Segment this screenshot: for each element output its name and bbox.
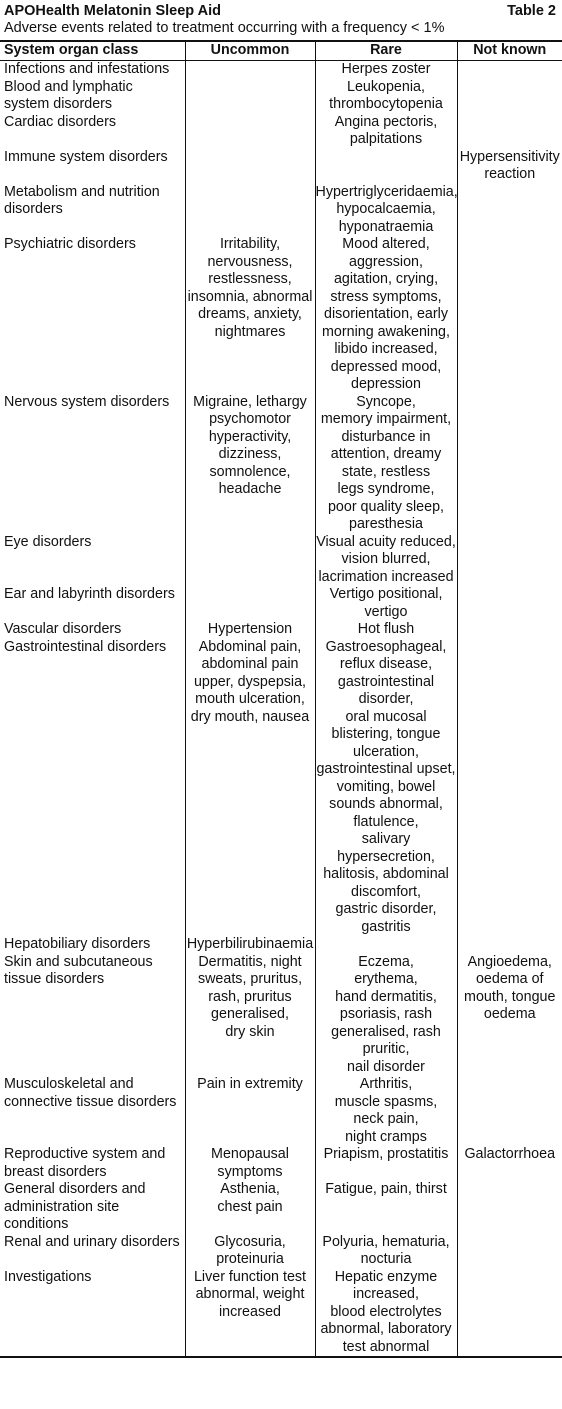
not-known-cell [457,639,562,937]
cell-line: Immune system disorders [4,148,168,165]
cell-line: chest pain [217,1198,283,1215]
cell-line: somnolence, [209,463,291,480]
not-known-cell [457,1181,562,1234]
organ-class-cell [0,1181,185,1234]
not-known-cell [457,114,562,149]
table-row [0,586,562,621]
cell-line: Angioedema, [467,953,552,970]
not-known-cell [457,586,562,621]
cell-line: halitosis, abdominal [323,866,449,882]
cell-line: abnormal, laboratory [320,1321,452,1337]
cell-line: Priapism, prostatitis [323,1146,449,1162]
cell-line: paresthesia [349,516,423,532]
uncommon-cell [185,954,315,1077]
document-title: APOHealth Melatonin Sleep Aid [4,3,221,19]
table-row [0,1146,562,1181]
cell-line: Ear and labyrinth disorders [4,586,175,602]
organ-class-cell [0,236,185,394]
cell-line: Mood altered, [342,236,430,252]
cell-line: mouth ulceration, [195,691,305,707]
cell-line: Gastroesophageal, [325,638,447,655]
organ-class-cell [0,149,185,184]
uncommon-cell [185,639,315,937]
cell-line: headache [218,481,282,497]
table-row [0,79,562,114]
cell-line: system disorders [4,96,113,112]
not-known-cell [457,149,562,184]
cell-line: oral mucosal [345,708,427,725]
column-header-uncommon: Uncommon [185,42,315,61]
cell-line: lacrimation increased [318,568,454,585]
not-known-cell [457,184,562,237]
rare-cell [315,61,457,79]
table-row [0,639,562,937]
cell-line: salivary [361,831,411,847]
rare-cell [315,149,457,184]
cell-line: neck pain, [353,1111,419,1127]
not-known-cell [457,534,562,587]
cell-line: sounds abnormal, [329,796,443,812]
rare-cell [315,1146,457,1181]
table-row [0,1234,562,1269]
cell-line: poor quality sleep, [327,498,445,515]
cell-line: Psychiatric disorders [4,236,136,252]
cell-line: ulceration, [353,743,419,760]
cell-line: General disorders and [4,1181,146,1197]
cell-line: Visual acuity reduced, [316,533,456,550]
cell-line: vision blurred, [341,551,431,567]
cell-line: Gastrointestinal disorders [4,638,167,655]
organ-class-cell [0,1234,185,1269]
cell-line: Arthritis, [359,1076,413,1092]
uncommon-cell [185,114,315,149]
cell-line: oedema of [475,971,544,987]
cell-line: gastric disorder, [335,901,437,917]
not-known-cell [457,236,562,394]
cell-line: tissue disorders [4,971,105,987]
cell-line: Musculoskeletal and [4,1076,134,1092]
cell-line: hyperactivity, [208,428,292,445]
organ-class-cell [0,394,185,534]
table-row [0,184,562,237]
cell-line: Investigations [4,1268,92,1285]
rare-cell [315,1234,457,1269]
cell-line: memory impairment, [320,411,452,427]
cell-line: insomnia, abnormal [187,288,313,305]
cell-line: agitation, crying, [333,271,439,287]
organ-class-cell [0,954,185,1077]
cell-line: restlessness, [208,271,292,287]
uncommon-cell [185,1146,315,1181]
cell-line: increased, [353,1286,419,1302]
cell-line: dizziness, [218,446,282,462]
cell-line: Migraine, lethargy [193,393,307,410]
cell-line: discomfort, [351,883,421,900]
cell-line: Angina pectoris, [334,113,438,130]
rare-cell [315,534,457,587]
cell-line: Nervous system disorders [4,393,170,410]
not-known-cell [457,394,562,534]
cell-line: Infections and infestations [4,61,170,77]
uncommon-cell [185,1269,315,1358]
not-known-cell [457,1269,562,1358]
cell-line: Hypertriglyceridaemia, [315,183,458,200]
cell-line: abdominal pain [201,656,299,672]
uncommon-cell [185,236,315,394]
uncommon-cell [185,1234,315,1269]
table-row [0,394,562,534]
table-row [0,1269,562,1358]
cell-line: Herpes zoster [341,61,431,77]
cell-line: vertigo [364,603,408,620]
rare-cell [315,114,457,149]
table-row [0,149,562,184]
table-body [0,61,562,1358]
cell-line: psychomotor [209,411,291,427]
cell-line: increased [219,1303,281,1320]
cell-line: Metabolism and nutrition [4,183,160,200]
cell-line: rash, pruritus [208,988,292,1005]
not-known-cell [457,1146,562,1181]
cell-line: blistering, tongue [331,726,441,742]
cell-line: morning awakening, [322,323,450,340]
cell-line: oedema [483,1006,536,1022]
organ-class-cell [0,586,185,621]
cell-line: disorientation, early [324,306,448,322]
rare-cell [315,936,457,954]
organ-class-cell [0,621,185,639]
not-known-cell [457,954,562,1077]
cell-line: Vertigo positional, [329,586,443,602]
uncommon-cell [185,1076,315,1146]
cell-line: Menopausal [211,1146,289,1162]
cell-line: Renal and urinary disorders [4,1233,180,1250]
uncommon-cell [185,394,315,534]
rare-cell [315,621,457,639]
cell-line: Cardiac disorders [4,113,117,130]
table-row [0,621,562,639]
adverse-events-table [0,42,562,1358]
uncommon-cell [185,1181,315,1234]
uncommon-cell [185,79,315,114]
not-known-cell [457,79,562,114]
table-row [0,936,562,954]
cell-line: disorders [4,201,63,217]
cell-line: test abnormal [342,1338,430,1355]
cell-line: upper, dyspepsia, [193,673,307,690]
cell-line: nail disorder [347,1058,425,1075]
organ-class-cell [0,1076,185,1146]
column-header-not-known: Not known [457,42,562,61]
cell-line: reaction [484,166,536,182]
cell-line: depression [351,376,421,392]
rare-cell [315,586,457,621]
not-known-cell [457,1076,562,1146]
rare-cell [315,954,457,1077]
cell-line: Eye disorders [4,533,92,550]
cell-line: libido increased, [334,341,438,357]
cell-line: Leukopenia, [347,78,425,95]
uncommon-cell [185,61,315,79]
cell-line: gastrointestinal [337,673,435,690]
cell-line: dry mouth, nausea [190,708,310,725]
cell-line: muscle spasms, [334,1093,438,1110]
cell-line: flatulence, [353,813,419,830]
cell-line: mouth, tongue [464,988,556,1005]
cell-line: blood electrolytes [330,1303,442,1320]
title-row [4,2,558,20]
rare-cell [315,1269,457,1358]
cell-line: Fatigue, pain, thirst [325,1181,447,1197]
cell-line: connective tissue disorders [4,1093,177,1110]
cell-line: Syncope, [356,393,416,410]
cell-line: hand dermatitis, [335,988,437,1005]
organ-class-cell [0,1146,185,1181]
cell-line: dry skin [225,1023,275,1040]
cell-line: vomiting, bowel [336,778,436,795]
rare-cell [315,639,457,937]
cell-line: nervousness, [207,253,293,270]
table-row [0,114,562,149]
uncommon-cell [185,184,315,237]
table-row [0,1076,562,1146]
cell-line: Hypersensitivity [459,148,560,165]
table-row [0,954,562,1077]
cell-line: palpitations [349,131,423,147]
cell-line: hyponatraemia [338,218,434,235]
cell-line: attention, dreamy [330,446,442,462]
organ-class-cell [0,936,185,954]
cell-line: Glycosuria, [214,1233,286,1250]
not-known-cell [457,621,562,639]
cell-line: Vascular disorders [4,621,122,637]
organ-class-cell [0,184,185,237]
cell-line: Blood and lymphatic [4,78,133,95]
cell-line: Abdominal pain, [198,638,302,655]
not-known-cell [457,936,562,954]
cell-line: gastrointestinal upset, [316,761,456,777]
cell-line: Hypertension [207,621,293,637]
cell-line: disorder, [358,691,414,707]
cell-line: generalised, rash [331,1023,441,1040]
cell-line: reflux disease, [339,656,433,672]
cell-line: sweats, pruritus, [197,971,303,987]
cell-line: Hepatic enzyme [334,1268,438,1285]
cell-line: Hyperbilirubinaemia [186,936,314,952]
organ-class-cell [0,79,185,114]
cell-line: Pain in extremity [197,1076,303,1092]
cell-line: generalised, [211,1006,289,1022]
cell-line: depressed mood, [330,358,442,375]
cell-line: hypersecretion, [337,848,435,865]
cell-line: stress symptoms, [330,288,442,305]
cell-line: pruritic, [362,1041,410,1057]
cell-line: Irritability, [219,236,281,252]
cell-line: gastritis [361,918,411,935]
cell-line: Hepatobiliary disorders [4,936,151,952]
cell-line: Dermatitis, night [198,953,302,970]
cell-line: night cramps [345,1128,427,1145]
cell-line: abnormal, weight [195,1286,305,1302]
organ-class-cell [0,639,185,937]
column-header-rare: Rare [315,42,457,61]
rare-cell [315,184,457,237]
uncommon-cell [185,586,315,621]
not-known-cell [457,1234,562,1269]
cell-line: Hot flush [357,621,415,637]
cell-line: psoriasis, rash [339,1006,433,1022]
cell-line: Asthenia, [220,1181,280,1197]
cell-line: Reproductive system and [4,1146,166,1162]
cell-line: aggression, [349,253,423,270]
uncommon-cell [185,534,315,587]
rare-cell [315,394,457,534]
organ-class-cell [0,114,185,149]
organ-class-cell [0,61,185,79]
cell-line: legs syndrome, [337,481,435,497]
cell-line: Liver function test [193,1268,307,1285]
uncommon-cell [185,149,315,184]
cell-line: symptoms [217,1163,283,1180]
cell-line: nocturia [360,1251,412,1267]
rare-cell [315,236,457,394]
cell-line: Polyuria, hematuria, [322,1233,450,1250]
cell-line: hypocalcaemia, [336,201,436,217]
uncommon-cell [185,936,315,954]
table-subtitle: Adverse events related to treatment occurring with a frequency < 1% [4,20,445,36]
cell-line: erythema, [354,971,418,987]
table-label: Table 2 [507,3,556,19]
cell-line: disturbance in [341,428,431,445]
cell-line: dreams, anxiety, [198,306,302,322]
rare-cell [315,1181,457,1234]
cell-line: administration site conditions [4,1198,120,1232]
table-row [0,236,562,394]
cell-line: Eczema, [358,953,414,970]
table-row [0,61,562,79]
not-known-cell [457,61,562,79]
cell-line: nightmares [214,323,286,340]
organ-class-cell [0,1269,185,1358]
column-header-organ-class: System organ class [0,42,185,61]
rare-cell [315,1076,457,1146]
cell-line: state, restless [341,463,431,480]
organ-class-cell [0,534,185,587]
header-row [0,42,562,61]
cell-line: Skin and subcutaneous [4,953,153,970]
cell-line: proteinuria [216,1251,284,1267]
table-row [0,1181,562,1234]
rare-cell [315,79,457,114]
uncommon-cell [185,621,315,639]
table-row [0,534,562,587]
cell-line: Galactorrhoea [464,1146,556,1162]
cell-line: thrombocytopenia [329,96,443,112]
cell-line: breast disorders [4,1163,107,1180]
